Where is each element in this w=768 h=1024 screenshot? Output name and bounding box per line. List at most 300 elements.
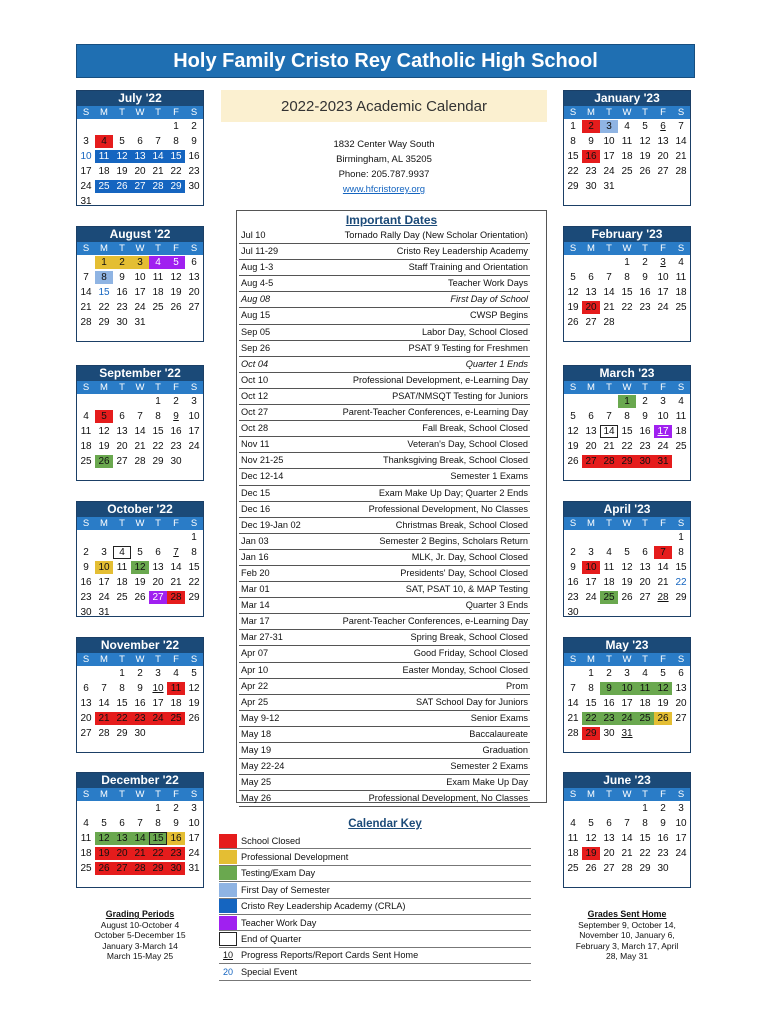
event-description: Spring Break, School Closed bbox=[410, 632, 528, 643]
calendar-day: 30 bbox=[657, 863, 669, 874]
event-description: Quarter 3 Ends bbox=[465, 600, 528, 611]
calendar-day: 13 bbox=[639, 562, 651, 573]
calendar-day: 20 bbox=[152, 577, 164, 588]
weekday-label: S bbox=[677, 518, 685, 529]
event-date: Jul 11-29 bbox=[241, 246, 279, 257]
event-date: Mar 01 bbox=[241, 584, 270, 595]
event-description: Baccalaureate bbox=[469, 728, 528, 739]
calendar-day: 8 bbox=[624, 411, 630, 422]
calendar-day: 12 bbox=[188, 683, 200, 694]
event-date: Mar 17 bbox=[241, 616, 270, 627]
calendar-day: 21 bbox=[80, 302, 92, 313]
calendar-day: 27 bbox=[188, 302, 200, 313]
key-item bbox=[219, 866, 531, 882]
calendar-day: 15 bbox=[639, 833, 651, 844]
weekday-label: S bbox=[677, 107, 685, 118]
calendar-day: 1 bbox=[191, 532, 197, 543]
calendar-day: 5 bbox=[101, 818, 107, 829]
calendar-day: 15 bbox=[152, 426, 164, 437]
calendar-day: 19 bbox=[116, 166, 128, 177]
important-date-row bbox=[239, 437, 530, 453]
event-description: Professional Development, e-Learning Day bbox=[352, 374, 528, 385]
calendar-day: 1 bbox=[624, 257, 630, 268]
calendar-day: 1 bbox=[119, 668, 125, 679]
calendar-day: 9 bbox=[642, 272, 648, 283]
important-date-row bbox=[239, 260, 530, 276]
weekday-label: S bbox=[677, 243, 685, 254]
calendar-day: 5 bbox=[624, 547, 630, 558]
event-date: May 9-12 bbox=[241, 712, 280, 723]
event-description: Parent-Teacher Conferences, e-Learning Day bbox=[342, 407, 528, 418]
month-title: November '22 bbox=[77, 638, 203, 653]
calendar-day: 20 bbox=[603, 848, 615, 859]
calendar-day: 4 bbox=[624, 121, 630, 132]
calendar-day: 22 bbox=[639, 848, 651, 859]
calendar-day: 29 bbox=[618, 455, 636, 468]
calendar-day: 7 bbox=[137, 411, 143, 422]
weekday-label: F bbox=[173, 382, 179, 393]
key-item bbox=[219, 882, 531, 898]
calendar-day: 13 bbox=[188, 272, 200, 283]
calendar-day: 7 bbox=[137, 818, 143, 829]
calendar-day: 20 bbox=[657, 151, 669, 162]
weekday-label: S bbox=[190, 382, 198, 393]
calendar-day: 27 bbox=[131, 180, 149, 193]
calendar-day: 26 bbox=[95, 455, 113, 468]
empty-day bbox=[131, 531, 149, 544]
event-description: Cristo Rey Leadership Academy bbox=[396, 246, 528, 257]
event-description: Presidents' Day, School Closed bbox=[400, 567, 528, 578]
grading-periods bbox=[76, 909, 204, 962]
calendar-day: 14 bbox=[134, 426, 146, 437]
calendar-day: 7 bbox=[654, 546, 672, 559]
calendar-day: 7 bbox=[606, 272, 612, 283]
empty-day bbox=[600, 802, 618, 815]
calendar-day: 30 bbox=[188, 181, 200, 192]
calendar-day: 28 bbox=[567, 728, 579, 739]
calendar-day: 5 bbox=[137, 547, 143, 558]
month-title: March '23 bbox=[564, 366, 690, 381]
empty-day bbox=[95, 395, 113, 408]
event-description: Senior Exams bbox=[470, 712, 528, 723]
calendar-day: 5 bbox=[570, 272, 576, 283]
address-phone: Phone: 205.787.9937 bbox=[338, 169, 430, 180]
calendar-day: 17 bbox=[621, 698, 633, 709]
grading-period-line: August 10-October 4 bbox=[100, 919, 180, 930]
event-description: Teacher Work Days bbox=[448, 278, 528, 289]
calendar-day: 10 bbox=[675, 818, 687, 829]
event-description: Christmas Break, School Closed bbox=[395, 519, 528, 530]
weekday-label: T bbox=[155, 654, 161, 665]
calendar-day: 18 bbox=[675, 287, 687, 298]
calendar-day: 18 bbox=[116, 577, 128, 588]
grades-sent-line: November 10, January 6, bbox=[579, 930, 675, 940]
calendar-day: 31 bbox=[654, 455, 672, 468]
calendar-day: 4 bbox=[149, 256, 167, 269]
calendar-day: 10 bbox=[134, 272, 146, 283]
key-item bbox=[219, 915, 531, 931]
calendar-day: 21 bbox=[152, 166, 164, 177]
weekday-label: T bbox=[642, 107, 648, 118]
calendar-day: 12 bbox=[585, 833, 597, 844]
calendar-day: 24 bbox=[188, 848, 200, 859]
empty-day bbox=[77, 531, 95, 544]
day-grid bbox=[77, 801, 203, 876]
calendar-day: 15 bbox=[167, 150, 185, 163]
weekday-label: T bbox=[606, 518, 612, 529]
key-label: Progress Reports/Report Cards Sent Home bbox=[241, 950, 419, 961]
calendar-day: 20 bbox=[639, 577, 651, 588]
calendar-day: 6 bbox=[191, 257, 197, 268]
calendar-day: 7 bbox=[678, 121, 684, 132]
event-description: Labor Day, School Closed bbox=[421, 326, 528, 337]
calendar-day: 8 bbox=[191, 547, 197, 558]
calendar-day: 10 bbox=[657, 411, 669, 422]
important-date-row bbox=[239, 711, 530, 727]
empty-day bbox=[564, 802, 582, 815]
calendar-day: 14 bbox=[567, 698, 579, 709]
weekday-header bbox=[564, 381, 690, 394]
key-number-sample: 10 bbox=[222, 950, 233, 961]
weekday-label: T bbox=[642, 243, 648, 254]
calendar-day: 11 bbox=[167, 682, 185, 695]
calendar-day: 28 bbox=[80, 317, 92, 328]
calendar-day: 15 bbox=[621, 426, 633, 437]
calendar-day: 9 bbox=[137, 683, 143, 694]
calendar-day: 27 bbox=[149, 591, 167, 604]
calendar-day: 20 bbox=[675, 698, 687, 709]
calendar-day: 19 bbox=[134, 577, 146, 588]
calendar-day: 3 bbox=[155, 668, 161, 679]
important-date-row bbox=[239, 759, 530, 775]
calendar-day: 27 bbox=[657, 166, 669, 177]
event-description: Graduation bbox=[482, 745, 528, 755]
calendar-day: 16 bbox=[116, 287, 128, 298]
calendar-day: 6 bbox=[660, 121, 666, 132]
event-date: Jan 16 bbox=[241, 551, 269, 562]
calendar-day: 22 bbox=[582, 712, 600, 725]
calendar-day: 24 bbox=[585, 592, 597, 603]
calendar-day: 4 bbox=[173, 668, 179, 679]
calendar-day: 11 bbox=[152, 272, 164, 283]
calendar-day: 24 bbox=[618, 712, 636, 725]
month-title: April '23 bbox=[564, 502, 690, 517]
calendar-day: 12 bbox=[567, 287, 579, 298]
calendar-day: 16 bbox=[134, 698, 146, 709]
important-date-row bbox=[239, 486, 530, 502]
key-color-swatch bbox=[219, 883, 237, 897]
calendar-day: 22 bbox=[149, 847, 167, 860]
key-color-swatch bbox=[219, 866, 237, 880]
calendar-day: 23 bbox=[585, 166, 597, 177]
calendar-day: 5 bbox=[588, 818, 594, 829]
empty-day bbox=[77, 120, 95, 133]
calendar-day: 2 bbox=[191, 121, 197, 132]
calendar-day: 20 bbox=[116, 441, 128, 452]
calendar-day: 2 bbox=[660, 803, 666, 814]
event-date: Oct 10 bbox=[241, 374, 269, 385]
weekday-label: S bbox=[677, 382, 685, 393]
event-date: Jul 10 bbox=[241, 230, 266, 240]
calendar-day: 1 bbox=[618, 395, 636, 408]
event-date: Apr 25 bbox=[241, 696, 269, 707]
calendar-day: 3 bbox=[191, 396, 197, 407]
important-date-row bbox=[239, 630, 530, 646]
event-date: Oct 12 bbox=[241, 390, 269, 401]
calendar-day: 11 bbox=[116, 562, 128, 573]
calendar-day: 1 bbox=[642, 803, 648, 814]
event-description: Staff Training and Orientation bbox=[408, 262, 528, 273]
calendar-day: 3 bbox=[83, 136, 89, 147]
event-date: Oct 28 bbox=[241, 423, 269, 434]
calendar-day: 17 bbox=[188, 426, 200, 437]
empty-day bbox=[600, 531, 618, 544]
calendar-day: 13 bbox=[131, 150, 149, 163]
weekday-label: F bbox=[173, 243, 179, 254]
calendar-day: 10 bbox=[582, 561, 600, 574]
calendar-day: 20 bbox=[80, 713, 92, 724]
calendar-day: 8 bbox=[155, 818, 161, 829]
grades-sent-line: 28, May 31 bbox=[605, 951, 649, 961]
calendar-day: 24 bbox=[188, 441, 200, 452]
calendar-day: 28 bbox=[149, 180, 167, 193]
calendar-day: 8 bbox=[119, 683, 125, 694]
important-date-row bbox=[239, 421, 530, 437]
calendar-day: 1 bbox=[588, 668, 594, 679]
weekday-label: T bbox=[119, 107, 125, 118]
month-title: September '22 bbox=[77, 366, 203, 381]
key-color-swatch bbox=[219, 899, 237, 913]
calendar-day: 21 bbox=[567, 713, 579, 724]
weekday-label: M bbox=[100, 107, 108, 118]
calendar-day: 19 bbox=[98, 441, 110, 452]
weekday-header bbox=[77, 381, 203, 394]
important-date-row bbox=[239, 598, 530, 614]
calendar-day: 6 bbox=[83, 683, 89, 694]
calendar-day: 25 bbox=[116, 592, 128, 603]
empty-day bbox=[77, 667, 95, 680]
key-label: Professional Development bbox=[241, 852, 349, 863]
calendar-day: 29 bbox=[675, 592, 687, 603]
calendar-day: 8 bbox=[624, 272, 630, 283]
calendar-day: 5 bbox=[642, 121, 648, 132]
calendar-day: 12 bbox=[98, 426, 110, 437]
event-date: Aug 08 bbox=[241, 294, 271, 305]
website-link[interactable]: www.hfcristorey.org bbox=[342, 184, 426, 195]
calendar-day: 15 bbox=[585, 698, 597, 709]
calendar-day: 1 bbox=[173, 121, 179, 132]
empty-day bbox=[564, 395, 582, 408]
calendar-day: 11 bbox=[80, 833, 92, 844]
important-date-row bbox=[239, 389, 530, 405]
event-description: Thanksgiving Break, School Closed bbox=[382, 455, 528, 466]
weekday-label: S bbox=[569, 243, 577, 254]
empty-day bbox=[131, 395, 149, 408]
important-date-row bbox=[239, 663, 530, 679]
weekday-header bbox=[77, 517, 203, 530]
calendar-day: 8 bbox=[95, 271, 113, 284]
important-date-row bbox=[239, 550, 530, 566]
weekday-label: S bbox=[569, 654, 577, 665]
important-date-row bbox=[239, 679, 530, 695]
calendar-day: 12 bbox=[131, 561, 149, 574]
weekday-label: T bbox=[119, 382, 125, 393]
event-date: Jan 03 bbox=[241, 535, 269, 546]
calendar-day: 29 bbox=[116, 728, 128, 739]
calendar-day: 17 bbox=[98, 577, 110, 588]
calendar-day: 31 bbox=[98, 607, 110, 618]
event-date: Apr 07 bbox=[241, 648, 269, 659]
weekday-label: M bbox=[100, 382, 108, 393]
weekday-label: W bbox=[135, 382, 145, 393]
school-address bbox=[221, 137, 547, 197]
calendar-day: 2 bbox=[582, 120, 600, 133]
calendar-day: 16 bbox=[188, 151, 200, 162]
month-calendar bbox=[563, 637, 691, 753]
calendar-day: 13 bbox=[152, 562, 164, 573]
month-title: June '23 bbox=[564, 773, 690, 788]
event-date: Aug 1-3 bbox=[241, 262, 274, 273]
calendar-day: 26 bbox=[567, 317, 579, 328]
calendar-day: 9 bbox=[83, 562, 89, 573]
day-grid bbox=[564, 394, 690, 469]
calendar-day: 23 bbox=[188, 166, 200, 177]
weekday-label: S bbox=[569, 107, 577, 118]
important-date-row bbox=[239, 308, 530, 324]
key-label: Cristo Rey Leadership Academy (CRLA) bbox=[241, 901, 406, 912]
weekday-label: T bbox=[119, 243, 125, 254]
important-date-row bbox=[239, 341, 530, 357]
calendar-day: 13 bbox=[603, 833, 615, 844]
calendar-day: 17 bbox=[675, 833, 687, 844]
calendar-day: 21 bbox=[657, 577, 669, 588]
calendar-day: 24 bbox=[657, 441, 669, 452]
weekday-label: T bbox=[119, 789, 125, 800]
important-dates-list bbox=[237, 228, 546, 807]
event-date: May 26 bbox=[241, 793, 272, 804]
calendar-day: 25 bbox=[636, 712, 654, 725]
empty-day bbox=[113, 802, 131, 815]
calendar-day: 28 bbox=[167, 591, 185, 604]
day-grid bbox=[77, 394, 203, 469]
calendar-day: 11 bbox=[675, 272, 687, 283]
calendar-day: 28 bbox=[98, 728, 110, 739]
weekday-header bbox=[77, 242, 203, 255]
calendar-day: 7 bbox=[173, 547, 179, 558]
calendar-day: 3 bbox=[660, 257, 666, 268]
calendar-day: 28 bbox=[603, 317, 615, 328]
important-date-row bbox=[239, 373, 530, 389]
calendar-day: 28 bbox=[621, 863, 633, 874]
calendar-day: 28 bbox=[134, 456, 146, 467]
calendar-day: 23 bbox=[170, 441, 182, 452]
calendar-day: 23 bbox=[167, 847, 185, 860]
calendar-day: 11 bbox=[636, 682, 654, 695]
calendar-day: 3 bbox=[588, 547, 594, 558]
calendar-day: 4 bbox=[570, 818, 576, 829]
calendar-day: 30 bbox=[585, 181, 597, 192]
calendar-day: 11 bbox=[621, 136, 633, 147]
calendar-day: 2 bbox=[642, 257, 648, 268]
weekday-label: S bbox=[190, 789, 198, 800]
day-grid bbox=[564, 530, 690, 620]
calendar-day: 27 bbox=[116, 456, 128, 467]
calendar-day: 14 bbox=[131, 832, 149, 845]
event-date: Dec 12-14 bbox=[241, 471, 284, 482]
calendar-day: 17 bbox=[603, 151, 615, 162]
grades-sent-line: February 3, March 17, April bbox=[575, 940, 679, 951]
event-date: Aug 4-5 bbox=[241, 278, 274, 289]
calendar-day: 3 bbox=[131, 256, 149, 269]
calendar-day: 18 bbox=[621, 151, 633, 162]
calendar-day: 2 bbox=[173, 396, 179, 407]
key-color-swatch bbox=[219, 834, 237, 848]
calendar-day: 11 bbox=[80, 426, 92, 437]
weekday-label: S bbox=[82, 518, 90, 529]
calendar-day: 14 bbox=[621, 833, 633, 844]
empty-day bbox=[149, 531, 167, 544]
weekday-label: W bbox=[135, 654, 145, 665]
weekday-header bbox=[77, 106, 203, 119]
day-grid bbox=[77, 255, 203, 330]
calendar-day: 25 bbox=[80, 456, 92, 467]
calendar-day: 14 bbox=[98, 698, 110, 709]
calendar-day: 10 bbox=[618, 682, 636, 695]
calendar-day: 8 bbox=[173, 136, 179, 147]
weekday-label: T bbox=[155, 518, 161, 529]
calendar-day: 2 bbox=[137, 668, 143, 679]
calendar-day: 10 bbox=[152, 683, 164, 694]
key-item bbox=[219, 833, 531, 849]
day-grid bbox=[77, 119, 203, 209]
calendar-day: 24 bbox=[80, 181, 92, 192]
key-item bbox=[219, 849, 531, 865]
calendar-day: 4 bbox=[83, 818, 89, 829]
grading-period-line: January 3-March 14 bbox=[102, 940, 178, 951]
weekday-label: S bbox=[569, 382, 577, 393]
empty-day bbox=[564, 256, 582, 269]
calendar-day: 1 bbox=[155, 396, 161, 407]
calendar-day: 26 bbox=[170, 302, 182, 313]
calendar-day: 27 bbox=[675, 713, 687, 724]
calendar-day: 26 bbox=[639, 166, 651, 177]
grades-sent-home bbox=[560, 909, 694, 962]
grades-sent-line: September 9, October 14, bbox=[578, 919, 676, 930]
weekday-label: W bbox=[622, 243, 632, 254]
calendar-day: 25 bbox=[621, 166, 633, 177]
key-label: First Day of Semester bbox=[241, 884, 330, 895]
calendar-day: 12 bbox=[170, 272, 182, 283]
calendar-day: 8 bbox=[588, 683, 594, 694]
important-date-row bbox=[239, 695, 530, 711]
calendar-day: 17 bbox=[657, 287, 669, 298]
calendar-day: 7 bbox=[570, 683, 576, 694]
weekday-label: T bbox=[606, 654, 612, 665]
calendar-day: 15 bbox=[188, 562, 200, 573]
important-date-row bbox=[239, 244, 530, 260]
calendar-day: 27 bbox=[585, 317, 597, 328]
key-item bbox=[219, 899, 531, 915]
weekday-label: F bbox=[660, 243, 666, 254]
month-calendar bbox=[76, 772, 204, 888]
important-date-row bbox=[239, 582, 530, 598]
empty-day bbox=[113, 120, 131, 133]
weekday-label: W bbox=[135, 243, 145, 254]
calendar-day: 31 bbox=[188, 863, 200, 874]
calendar-day: 5 bbox=[167, 256, 185, 269]
calendar-day: 16 bbox=[567, 577, 579, 588]
calendar-day: 20 bbox=[113, 847, 131, 860]
